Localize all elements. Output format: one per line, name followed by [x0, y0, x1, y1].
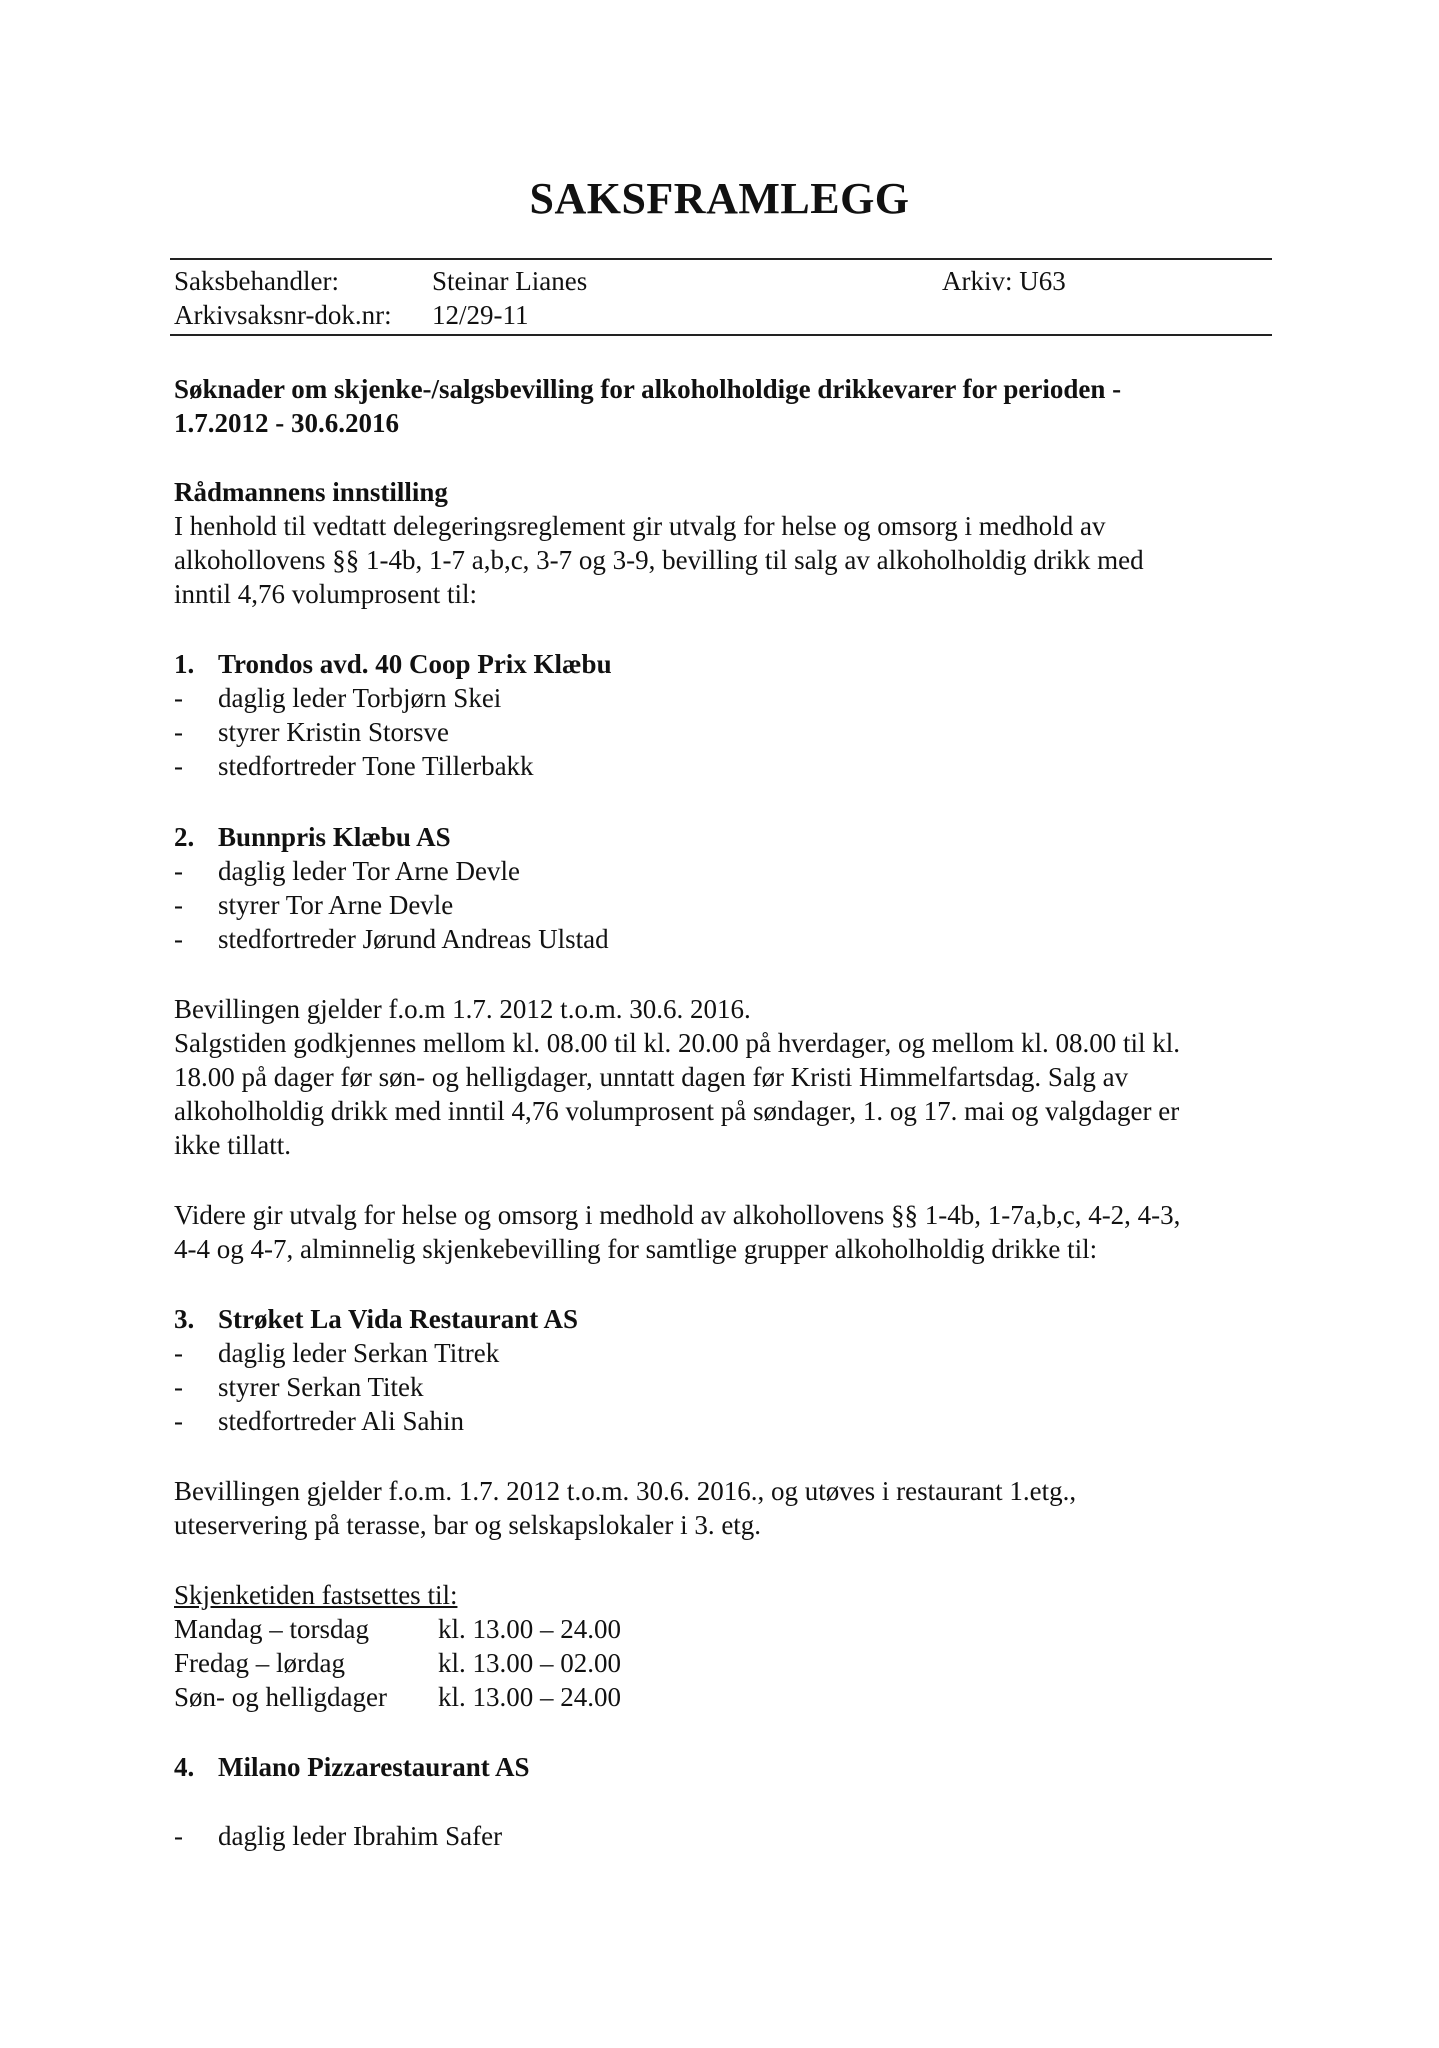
- validity-line: Salgstiden godkjennes mellom kl. 08.00 til kl. 20.00 på hverdager, og mellom kl. 08.00 til kl.: [174, 1028, 1181, 1058]
- person-line: [174, 922, 1272, 956]
- serving-hours-section: [174, 1578, 1272, 1714]
- person-line: [174, 888, 1272, 922]
- dash-marker: -: [174, 717, 183, 747]
- licensee-item-3: [174, 1302, 1272, 1438]
- item-title: [174, 1750, 1272, 1784]
- recommendation-line: alkohollovens §§ 1-4b, 1-7 a,b,c, 3-7 og 3-9, bevilling til salg av alkoholholdig drikk med: [174, 545, 1144, 575]
- subject-line-2: 1.7.2012 - 30.6.2016: [174, 408, 399, 438]
- validity-line: Bevillingen gjelder f.o.m. 1.7. 2012 t.o.m. 30.6. 2016., og utøves i restaurant 1.etg.,: [174, 1476, 1077, 1506]
- further-line: 4-4 og 4-7, alminnelig skjenkebevilling for samtlige grupper alkoholholdig drikke til:: [174, 1234, 1098, 1264]
- dash-marker: -: [174, 1338, 183, 1368]
- person-text: styrer Tor Arne Devle: [218, 890, 454, 920]
- validity-line: ikke tillatt.: [174, 1130, 291, 1160]
- person-line: [174, 854, 1272, 888]
- meta-row-casenumber: [174, 298, 1272, 332]
- item-number: 3.: [174, 1304, 195, 1334]
- arkiv-code: Arkiv: U63: [942, 266, 1066, 296]
- licensee-item-4-persons: [174, 1819, 1272, 1853]
- document-title: SAKSFRAMLEGG: [529, 174, 910, 223]
- subject-heading: [174, 372, 1272, 440]
- dash-marker: -: [174, 683, 183, 713]
- further-line: Videre gir utvalg for helse og omsorg i medhold av alkohollovens §§ 1-4b, 1-7a,b,c, 4-2, 4-3,: [174, 1200, 1181, 1230]
- dash-marker: -: [174, 856, 183, 886]
- header-top-rule: [170, 258, 1272, 260]
- person-line: [174, 1370, 1272, 1404]
- person-text: daglig leder Torbjørn Skei: [218, 683, 502, 713]
- person-text: stedfortreder Jørund Andreas Ulstad: [218, 924, 609, 954]
- header-bottom-rule: [170, 334, 1272, 336]
- dash-marker: -: [174, 751, 183, 781]
- validity-line: alkoholholdig drikk med inntil 4,76 volumprosent på søndager, 1. og 17. mai og valgdager er: [174, 1096, 1180, 1126]
- serving-hours-heading: Skjenketiden fastsettes til:: [174, 1580, 458, 1610]
- serving-hours-row: [174, 1612, 1272, 1646]
- item-title: [174, 820, 1272, 854]
- validity-section-2: [174, 1474, 1272, 1542]
- item-title: [174, 647, 1272, 681]
- subject-line-1: Søknader om skjenke-/salgsbevilling for alkoholholdige drikkevarer for perioden -: [174, 374, 1122, 404]
- hours-time: kl. 13.00 – 02.00: [438, 1648, 622, 1678]
- arkivsaksnr-value: 12/29-11: [432, 300, 529, 330]
- item-title: [174, 1302, 1272, 1336]
- saksbehandler-label: Saksbehandler:: [174, 266, 339, 296]
- recommendation-heading: Rådmannens innstilling: [174, 477, 448, 507]
- dash-marker: -: [174, 924, 183, 954]
- person-text: daglig leder Tor Arne Devle: [218, 856, 521, 886]
- meta-row-handler: [174, 264, 1272, 298]
- licensee-item-1: [174, 647, 1272, 783]
- person-text: styrer Kristin Storsve: [218, 717, 449, 747]
- licensee-item-4: [174, 1750, 1272, 1784]
- licensee-item-2: [174, 820, 1272, 956]
- validity-line: 18.00 på dager før søn- og helligdager, unntatt dagen før Kristi Himmelfartsdag. Salg av: [174, 1062, 1129, 1092]
- person-text: stedfortreder Ali Sahin: [218, 1406, 464, 1436]
- serving-hours-row: [174, 1646, 1272, 1680]
- person-text: daglig leder Ibrahim Safer: [218, 1821, 503, 1851]
- person-text: styrer Serkan Titek: [218, 1372, 424, 1402]
- dash-marker: -: [174, 1406, 183, 1436]
- person-line: [174, 1336, 1272, 1370]
- hours-time: kl. 13.00 – 24.00: [438, 1682, 622, 1712]
- item-number: 1.: [174, 649, 195, 679]
- person-line: [174, 715, 1272, 749]
- hours-day: Fredag – lørdag: [174, 1648, 345, 1678]
- person-line: [174, 1404, 1272, 1438]
- recommendation-line: I henhold til vedtatt delegeringsreglement gir utvalg for helse og omsorg i medhold av: [174, 511, 1106, 541]
- item-name: Strøket La Vida Restaurant AS: [218, 1304, 579, 1334]
- validity-line: uteservering på terasse, bar og selskapslokaler i 3. etg.: [174, 1510, 762, 1540]
- item-name: Milano Pizzarestaurant AS: [218, 1752, 530, 1782]
- person-text: stedfortreder Tone Tillerbakk: [218, 751, 534, 781]
- item-number: 2.: [174, 822, 195, 852]
- person-line: [174, 681, 1272, 715]
- validity-line: Bevillingen gjelder f.o.m 1.7. 2012 t.o.m. 30.6. 2016.: [174, 994, 751, 1024]
- hours-time: kl. 13.00 – 24.00: [438, 1614, 622, 1644]
- person-line: [174, 749, 1272, 783]
- recommendation-section: [174, 475, 1272, 611]
- arkivsaksnr-label: Arkivsaksnr-dok.nr:: [174, 300, 392, 330]
- person-text: daglig leder Serkan Titrek: [218, 1338, 500, 1368]
- validity-section-1: [174, 992, 1272, 1162]
- hours-day: Mandag – torsdag: [174, 1614, 369, 1644]
- hours-day: Søn- og helligdager: [174, 1682, 387, 1712]
- dash-marker: -: [174, 1372, 183, 1402]
- saksbehandler-value: Steinar Lianes: [432, 266, 588, 296]
- recommendation-line: inntil 4,76 volumprosent til:: [174, 579, 477, 609]
- dash-marker: -: [174, 890, 183, 920]
- item-name: Bunnpris Klæbu AS: [218, 822, 451, 852]
- item-number: 4.: [174, 1752, 195, 1782]
- dash-marker: -: [174, 1821, 183, 1851]
- further-section: [174, 1198, 1272, 1266]
- person-line: [174, 1819, 1272, 1853]
- serving-hours-row: [174, 1680, 1272, 1714]
- item-name: Trondos avd. 40 Coop Prix Klæbu: [218, 649, 612, 679]
